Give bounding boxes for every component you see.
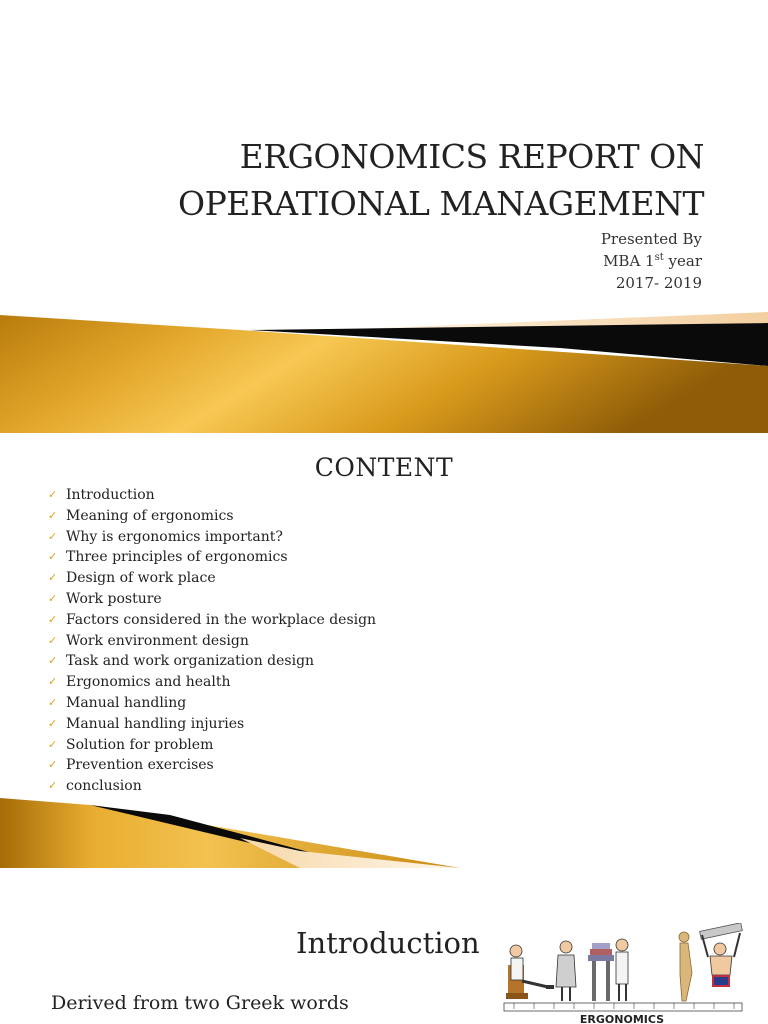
checkmark-icon: ✓	[48, 488, 58, 501]
toc-item-label: Introduction	[66, 487, 155, 503]
checkmark-icon: ✓	[48, 633, 58, 647]
toc-item-label: conclusion	[66, 778, 142, 795]
introduction-slide	[0, 868, 768, 1024]
gold-band-bottom-decoration	[0, 433, 768, 868]
checkmark-icon: ✓	[48, 758, 58, 772]
introduction-title: Introduction	[296, 926, 480, 960]
illustration-label: ERGONOMICS	[579, 1013, 665, 1024]
toc-item-label: Solution for problem	[66, 736, 214, 753]
checkmark-icon: ✓	[48, 675, 58, 689]
seated-worker-figure	[506, 945, 554, 999]
checkmark-icon: ✓	[48, 737, 58, 751]
lifting-figure	[700, 923, 743, 987]
toc-item-label: Ergonomics and health	[66, 674, 231, 691]
introduction-body: Derived from two Greek words	[51, 992, 349, 1014]
checkmark-icon: ✓	[48, 779, 58, 793]
presented-by: Presented By	[600, 230, 702, 248]
checkmark-icon: ✓	[48, 571, 58, 585]
toc-item-label: Meaning of ergonomics	[66, 507, 234, 524]
checkmark-icon: ✓	[48, 695, 58, 709]
mba-sup: st	[654, 252, 664, 263]
ruler-bar	[504, 1003, 742, 1011]
checkmark-icon: ✓	[48, 508, 58, 522]
checkmark-icon: ✓	[48, 612, 58, 626]
toc-item-label: Work posture	[66, 590, 162, 607]
mannequin-figure	[679, 932, 692, 1001]
content-slide	[0, 433, 768, 868]
checkmark-icon: ✓	[48, 591, 58, 605]
checkmark-icon: ✓	[48, 550, 58, 564]
toc-item-label: Factors considered in the workplace design	[66, 611, 377, 628]
mba-prefix: MBA 1	[603, 252, 655, 270]
standing-figure-2	[616, 939, 628, 1001]
desk-with-books	[588, 943, 614, 1001]
ergonomics-illustration	[500, 923, 745, 1024]
year-range: 2017- 2019	[615, 274, 702, 292]
content-title: CONTENT	[314, 453, 454, 482]
toc-item-label: Task and work organization design	[66, 653, 315, 670]
toc-item-label: Prevention exercises	[66, 757, 214, 774]
toc-item-label: Work environment design	[66, 632, 249, 649]
title-slide	[0, 0, 768, 433]
toc-item-label: Three principles of ergonomics	[66, 549, 288, 566]
checkmark-icon: ✓	[48, 529, 58, 543]
toc-item-label: Manual handling injuries	[66, 715, 245, 732]
toc-item-label: Why is ergonomics important?	[66, 528, 283, 545]
title-line-1: ERGONOMICS REPORT ON	[239, 137, 704, 176]
standing-figure-1	[556, 941, 576, 1001]
title-line-2: OPERATIONAL MANAGEMENT	[178, 184, 704, 223]
gold-band-decoration	[0, 0, 768, 433]
mba-suffix: year	[663, 252, 702, 270]
checkmark-icon: ✓	[48, 654, 58, 668]
toc-item-label: Manual handling	[66, 694, 187, 711]
toc-item-label: Design of work place	[66, 570, 216, 587]
checkmark-icon: ✓	[48, 716, 58, 730]
